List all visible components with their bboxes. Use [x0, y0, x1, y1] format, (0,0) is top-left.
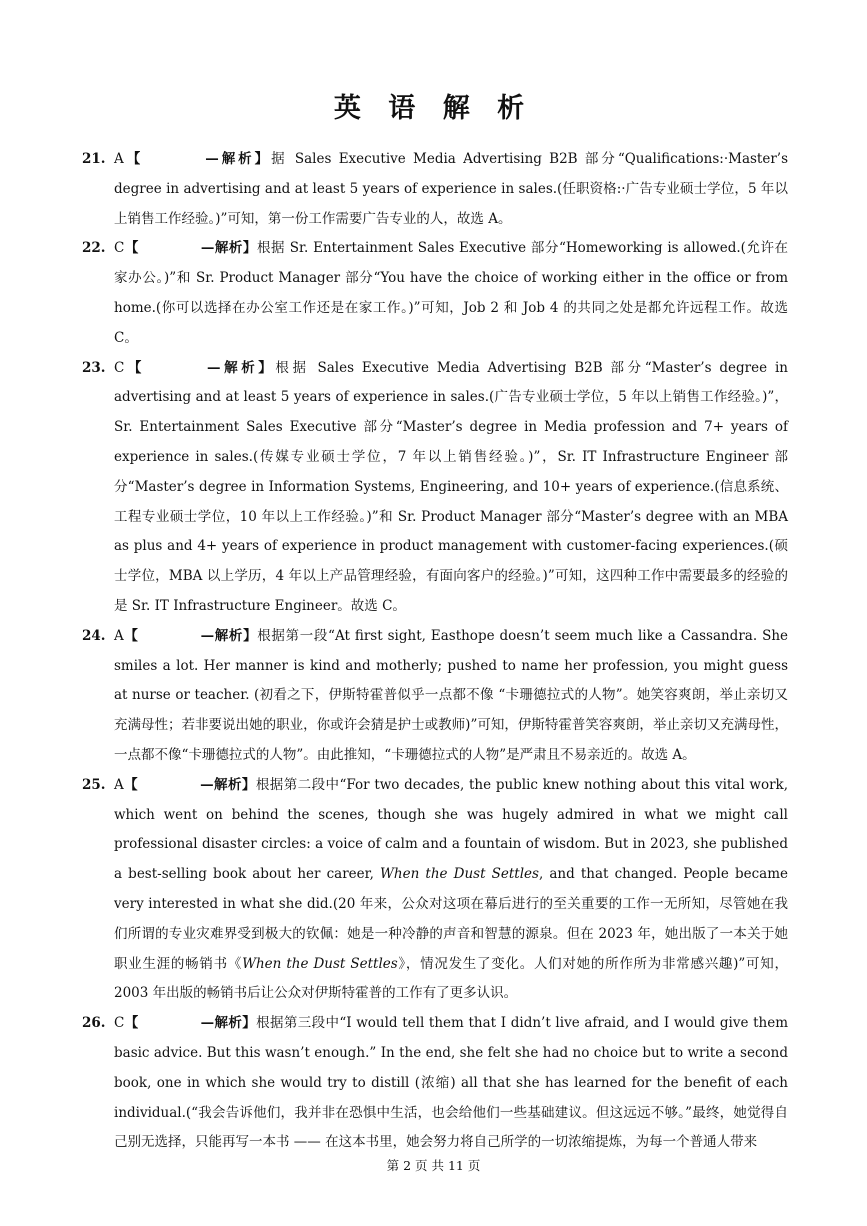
analysis-tag: —解析】: [200, 627, 258, 644]
answer-letter: A: [114, 627, 124, 644]
analysis-tag: —解析】: [207, 359, 276, 376]
bracket-open: 【: [124, 240, 139, 257]
page-title: 英 语 解 析: [333, 93, 534, 124]
page-footer: 第 2 页 共 11 页: [386, 1158, 481, 1173]
question-body: [114, 354, 788, 622]
analysis-text: 据 Sales Executive Media Advertising B2B 部分“Qualifications:·Master’s degree in advertising and at least 5 years of experience in sales.(任职资格:·广告专业硕士学位，5 年以上销售工作经验。)”可知，第一份工作需要广告专业的人，故选 A。: [114, 151, 789, 227]
answer-letter: C: [114, 359, 125, 376]
question-body: [114, 234, 788, 353]
question-number: 25.: [82, 776, 106, 793]
analysis-text: 》，情况发生了变化。人们对她的所作所为非常感兴趣)”可知，2003 年出版的畅销书后让公众对伊斯特霍普的工作有了更多认识。: [114, 955, 789, 1002]
question-list: [78, 145, 788, 1158]
question-24: [78, 622, 788, 771]
analysis-text: 根据第三段中“I would tell them that I didn’t live afraid, and I would give them basic advice. But this wasn’t enough.” In the end, she felt she had no choice but to write a second book, one in which she would try to distill (浓缩) all that she has learned for the benefit of each individual.(“我会告诉他们，我并非在恐惧中生活，也会给他们一些基础建议。但这远远不够。”最终，她觉得自己别无选择，只能再写一本书 —— 在这本书里，她会努力将自己所学的一切浓缩提炼，为每一个普通人带来: [114, 1015, 789, 1151]
question-number: 26.: [82, 1015, 106, 1032]
bracket-open: 【: [124, 1015, 139, 1032]
question-22: [78, 234, 788, 353]
question-number: 22.: [82, 240, 106, 257]
bracket-open: 【: [124, 359, 146, 376]
analysis-tag: —解析】: [200, 1015, 257, 1032]
question-25: [78, 771, 788, 1009]
question-number: 23.: [82, 359, 106, 376]
question-body: [114, 1009, 788, 1158]
answer-letter: C: [114, 1015, 125, 1032]
question-number: 21.: [82, 151, 106, 167]
answer-letter: A: [114, 776, 124, 793]
analysis-text: 根据 Sr. Entertainment Sales Executive 部分“Homeworking is allowed.(允许在家办公。)”和 Sr. Product Manager 部分“You have the choice of working either in the office or from home.(你可以选择在办公室工作还是在家工作。)”可知，Job 2 和 Job 4 的共同之处是都允许远程工作。故选 C。: [114, 240, 788, 346]
book-title: When the Dust Settles: [380, 866, 539, 883]
book-title: When the Dust Settles: [242, 955, 398, 972]
bracket-open: 【: [123, 776, 139, 793]
analysis-text: 根据第一段“At first sight, Easthope doesn’t seem much like a Cassandra. She smiles a lot. Her manner is kind and motherly; pushed to name her profession, you might guess at nurse or teacher. (初看之下，伊斯特霍普似乎一点都不像 “卡珊德拉式的人物”。她笑容爽朗，举止亲切又充满母性；若非要说出她的职业，你或许会猜是护士或教师)”可知，伊斯特霍普笑容爽朗，举止亲切又充满母性，一点都不像“卡珊德拉式的人物”。由此推知，“卡珊德拉式的人物”是严肃且不易亲近的。故选 A。: [114, 627, 789, 763]
question-21: [78, 145, 788, 234]
answer-letter: C: [114, 240, 125, 257]
bracket-open: 【: [123, 151, 144, 167]
question-number: 24.: [82, 627, 106, 644]
analysis-tag: —解析】: [200, 776, 256, 793]
answer-letter: A: [114, 151, 124, 167]
analysis-text: 根据 Sales Executive Media Advertising B2B 部分“Master’s degree in advertising and at least 5 years of experience in sales.(广告专业硕士学位，5 年以上销售工作经验。)”，Sr. Entertainment Sales Executive 部分“Master’s degree in Media profession and 7+ years of experience in sales.(传媒专业硕士学位，7 年以上销售经验。)”，Sr. IT Infrastructure Engineer 部分“Master’s degree in Information Systems, Engineering, and 10+ years of experience.(信息系统、工程专业硕士学位，10 年以上工作经验。)”和 Sr. Product Manager 部分“Master’s degree with an MBA as plus and 4+ years of experience in product management with customer-facing experiences.(硕士学位，MBA 以上学历，4 年以上产品管理经验，有面向客户的经验。)”可知，这四种工作中需要最多的经验的是 Sr. IT Infrastructure Engineer。故选 C。: [114, 359, 788, 614]
analysis-text: 根据第二段中“For two decades, the public knew nothing about this vital work, which went on behind the scenes, though she was hugely admired in what we might call professional disaster circles: a voice of calm and a fountain of wisdom. But in 2023, she published a best-selling book about her career,: [114, 776, 789, 883]
question-23: [78, 354, 788, 622]
question-body: [114, 771, 788, 1009]
analysis-tag: —解析】: [205, 151, 272, 167]
question-body: [114, 622, 788, 771]
question-26: [78, 1009, 788, 1158]
analysis-tag: —解析】: [200, 240, 257, 257]
question-body: [114, 145, 788, 234]
bracket-open: 【: [123, 627, 139, 644]
analysis-text: , and that changed. People became very interested in what she did.(20 年来，公众对这项在幕后进行的至关重要的工作一无所知，尽管她在我们所谓的专业灾难界受到极大的钦佩：她是一种冷静的声音和智慧的源泉。但在 2023 年，她出版了一本关于她职业生涯的畅销书《: [114, 866, 789, 972]
